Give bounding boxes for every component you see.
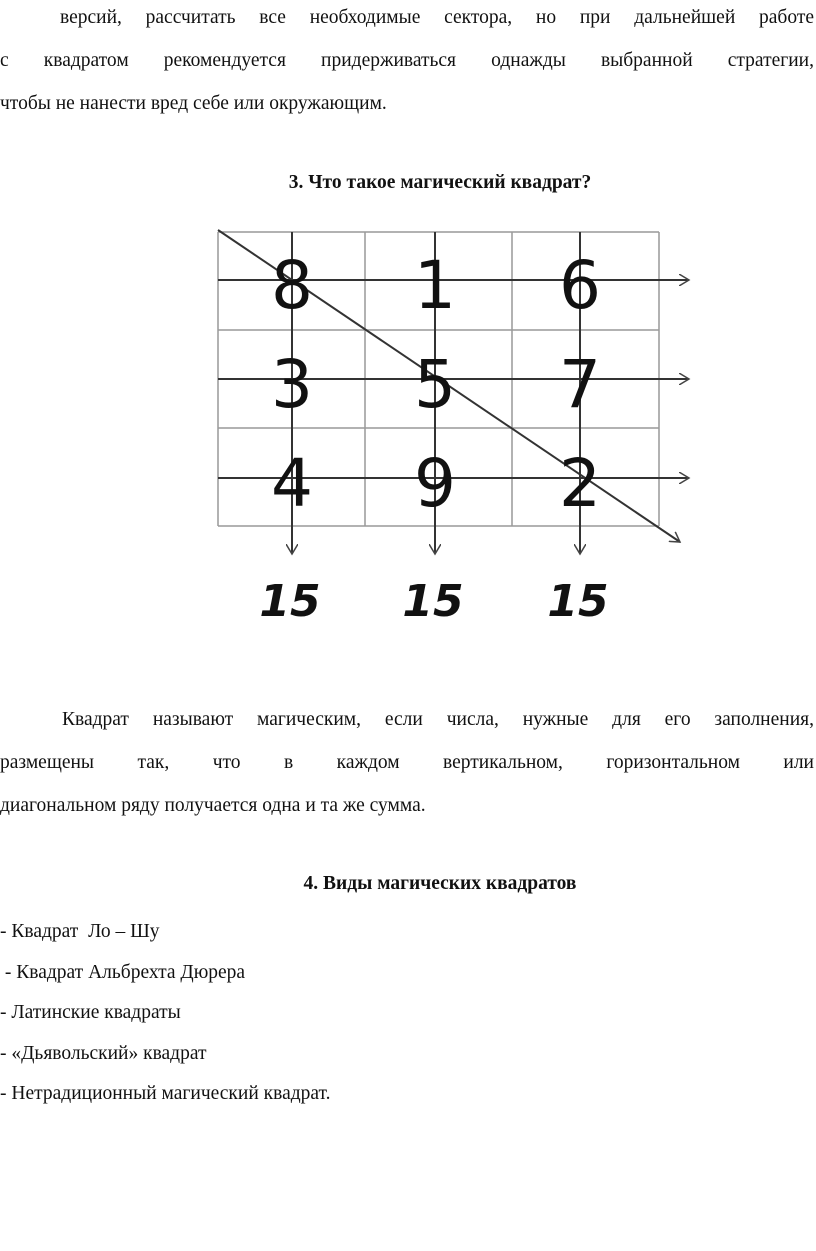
- grid-number: 6: [559, 247, 601, 324]
- grid-number: 8: [271, 247, 313, 324]
- grid-number: 4: [271, 445, 313, 522]
- grid-numbers: [271, 247, 601, 522]
- list-item: - Латинские квадраты: [0, 1002, 181, 1023]
- list-item: - Нетрадиционный магический квадрат.: [0, 1083, 331, 1104]
- column-sums: [259, 576, 608, 627]
- intro-line-2: с квадратом рекомендуется придерживаться однажды выбранной стратегии,: [0, 50, 814, 71]
- section-4-heading: 4. Виды магических квадратов: [303, 873, 577, 894]
- intro-line-1: версий, рассчитать все необходимые сектора, но при дальнейшей работе: [60, 7, 814, 28]
- grid-number: 9: [414, 445, 456, 522]
- magic-square-types-list: [0, 912, 330, 1115]
- column-sum-label: 15: [402, 576, 464, 627]
- list-item: - «Дьявольский» квадрат: [0, 1042, 207, 1064]
- definition-line-1: Квадрат называют магическим, если числа, нужные для его заполнения,: [62, 709, 814, 730]
- grid-number: 1: [414, 247, 456, 324]
- definition-line-3: диагональном ряду получается одна и та же сумма.: [0, 795, 426, 816]
- magic-square-figure: [195, 222, 695, 642]
- section-3-heading: 3. Что такое магический квадрат?: [288, 172, 592, 193]
- intro-paragraph: [0, 0, 814, 125]
- definition-paragraph: [0, 698, 814, 827]
- grid-number: 2: [559, 445, 601, 522]
- list-item: - Квадрат Ло – Шу: [0, 921, 160, 942]
- grid-number: 3: [271, 346, 313, 423]
- column-sum-label: 15: [547, 576, 609, 627]
- grid-number: 5: [414, 346, 456, 423]
- definition-line-2: размещены так, что в каждом вертикальном, горизонтальном или: [0, 752, 814, 773]
- column-sum-label: 15: [259, 576, 321, 627]
- list-item: - Квадрат Альбрехта Дюрера: [0, 961, 246, 983]
- grid-number: 7: [559, 346, 601, 423]
- intro-line-3: чтобы не нанести вред себе или окружающим.: [0, 93, 387, 114]
